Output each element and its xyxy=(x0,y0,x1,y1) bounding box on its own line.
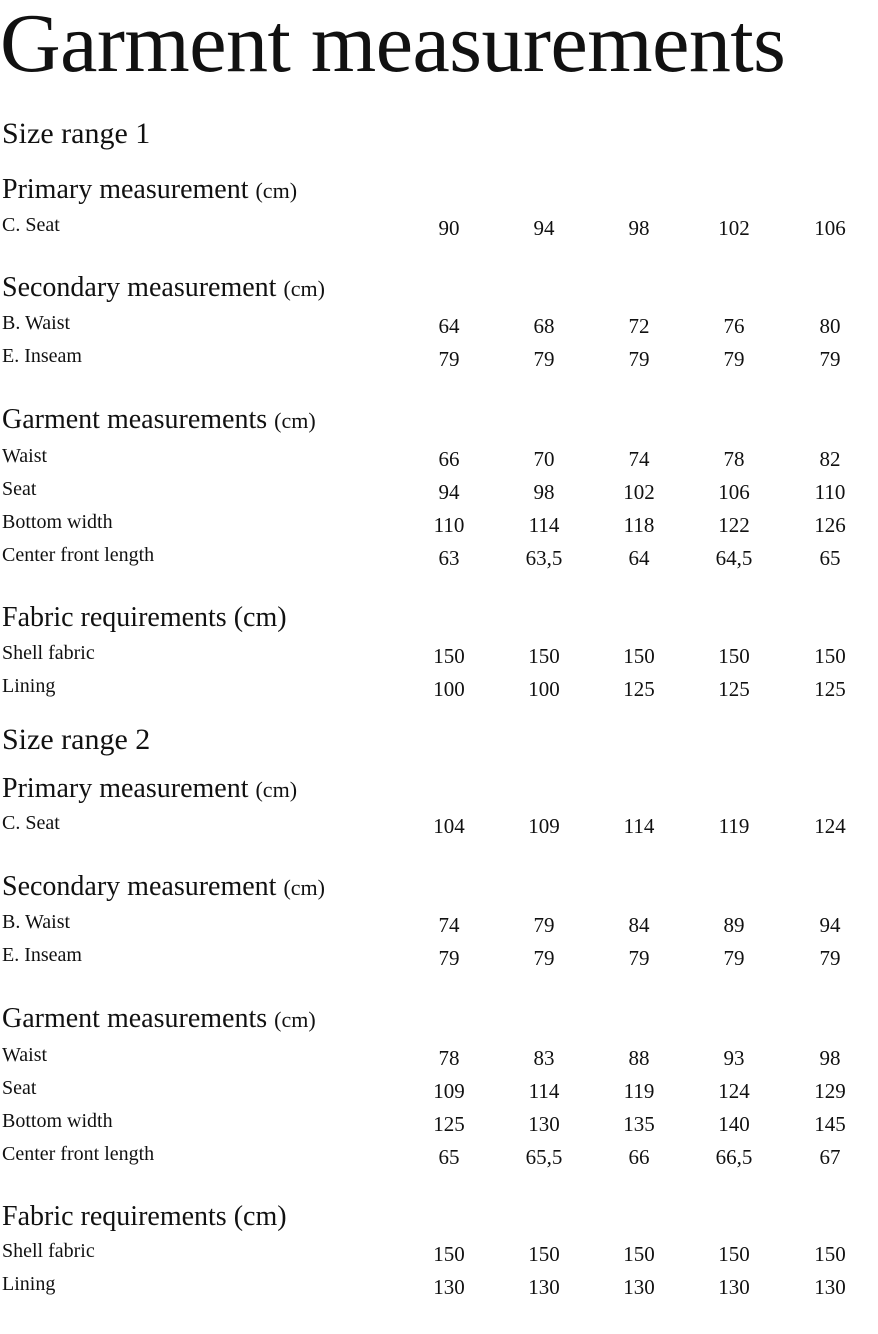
value-cell: 119 xyxy=(718,814,750,838)
table-row xyxy=(0,1108,878,1134)
value-cell: 63 xyxy=(438,546,460,570)
table-row xyxy=(0,909,878,935)
value-cell: 130 xyxy=(528,1112,560,1136)
table-row xyxy=(0,1271,878,1297)
value-cell: 150 xyxy=(718,644,750,668)
value-cell: 64 xyxy=(438,314,460,338)
value-cell: 114 xyxy=(528,1079,560,1103)
size-range-title: Size range 1 xyxy=(2,117,151,150)
value-cell: 100 xyxy=(433,677,465,701)
value-cell: 66 xyxy=(438,447,460,471)
value-cell: 80 xyxy=(819,314,841,338)
table-row xyxy=(0,810,878,836)
value-cell: 126 xyxy=(814,513,846,537)
value-cell: 68 xyxy=(533,314,555,338)
section-heading-secondary: Secondary measurement (cm) xyxy=(2,871,325,902)
row-label: Bottom width xyxy=(2,511,113,533)
table-row xyxy=(0,212,878,238)
value-cell: 78 xyxy=(723,447,745,471)
section-heading-garment: Garment measurements (cm) xyxy=(2,1003,316,1034)
value-cell: 72 xyxy=(628,314,650,338)
value-cell: 109 xyxy=(433,1079,465,1103)
value-cell: 150 xyxy=(718,1242,750,1266)
table-row xyxy=(0,509,878,535)
value-cell: 65 xyxy=(819,546,841,570)
table-row xyxy=(0,1075,878,1101)
value-cell: 106 xyxy=(814,216,846,240)
value-cell: 98 xyxy=(628,216,650,240)
section-heading-garment: Garment measurements (cm) xyxy=(2,404,316,435)
table-row xyxy=(0,343,878,369)
row-label: Seat xyxy=(2,1077,37,1099)
value-cell: 79 xyxy=(819,946,841,970)
table-row xyxy=(0,1042,878,1068)
value-cell: 90 xyxy=(438,216,460,240)
row-label: B. Waist xyxy=(2,312,71,334)
value-cell: 94 xyxy=(533,216,555,240)
value-cell: 130 xyxy=(433,1275,465,1299)
value-cell: 124 xyxy=(718,1079,750,1103)
value-cell: 130 xyxy=(718,1275,750,1299)
section-heading-fabric: Fabric requirements (cm) xyxy=(2,1201,287,1232)
table-row xyxy=(0,310,878,336)
value-cell: 79 xyxy=(628,946,650,970)
value-cell: 70 xyxy=(533,447,555,471)
value-cell: 130 xyxy=(814,1275,846,1299)
section-heading-primary: Primary measurement (cm) xyxy=(2,174,298,205)
value-cell: 82 xyxy=(819,447,841,471)
value-cell: 124 xyxy=(814,814,846,838)
value-cell: 150 xyxy=(433,644,465,668)
value-cell: 130 xyxy=(623,1275,655,1299)
value-cell: 66,5 xyxy=(715,1145,753,1169)
value-cell: 94 xyxy=(438,480,460,504)
value-cell: 140 xyxy=(718,1112,750,1136)
value-cell: 110 xyxy=(433,513,465,537)
row-label: Bottom width xyxy=(2,1110,113,1132)
value-cell: 64 xyxy=(628,546,650,570)
value-cell: 150 xyxy=(528,1242,560,1266)
row-label: Lining xyxy=(2,675,56,697)
value-cell: 150 xyxy=(623,644,655,668)
value-cell: 102 xyxy=(718,216,750,240)
value-cell: 78 xyxy=(438,1046,460,1070)
row-label: E. Inseam xyxy=(2,345,82,367)
value-cell: 64,5 xyxy=(715,546,753,570)
value-cell: 79 xyxy=(723,347,745,371)
value-cell: 150 xyxy=(814,644,846,668)
value-cell: 125 xyxy=(718,677,750,701)
table-row xyxy=(0,443,878,469)
table-row xyxy=(0,640,878,666)
value-cell: 79 xyxy=(438,946,460,970)
value-cell: 79 xyxy=(819,347,841,371)
unit-label: (cm) xyxy=(233,602,287,633)
value-cell: 125 xyxy=(814,677,846,701)
value-cell: 104 xyxy=(433,814,465,838)
value-cell: 110 xyxy=(814,480,846,504)
value-cell: 65 xyxy=(438,1145,460,1169)
value-cell: 150 xyxy=(528,644,560,668)
table-row xyxy=(0,476,878,502)
row-label: C. Seat xyxy=(2,214,60,236)
value-cell: 125 xyxy=(623,677,655,701)
table-row xyxy=(0,1141,878,1167)
table-row xyxy=(0,942,878,968)
value-cell: 150 xyxy=(814,1242,846,1266)
value-cell: 130 xyxy=(528,1275,560,1299)
value-cell: 114 xyxy=(623,814,655,838)
value-cell: 84 xyxy=(628,913,650,937)
section-heading-secondary: Secondary measurement (cm) xyxy=(2,272,325,303)
unit-label: (cm) xyxy=(255,777,298,802)
row-label: C. Seat xyxy=(2,812,60,834)
row-label: B. Waist xyxy=(2,911,71,933)
value-cell: 83 xyxy=(533,1046,555,1070)
value-cell: 76 xyxy=(723,314,745,338)
value-cell: 74 xyxy=(628,447,650,471)
unit-label: (cm) xyxy=(283,875,325,900)
value-cell: 118 xyxy=(623,513,655,537)
value-cell: 98 xyxy=(819,1046,841,1070)
value-cell: 98 xyxy=(533,480,555,504)
page-title: Garment measurements xyxy=(0,0,786,90)
value-cell: 145 xyxy=(814,1112,846,1136)
value-cell: 122 xyxy=(718,513,750,537)
section-heading-primary: Primary measurement (cm) xyxy=(2,773,298,804)
value-cell: 150 xyxy=(623,1242,655,1266)
value-cell: 74 xyxy=(438,913,460,937)
table-row xyxy=(0,542,878,568)
row-label: Waist xyxy=(2,1044,48,1066)
table-row xyxy=(0,673,878,699)
value-cell: 150 xyxy=(433,1242,465,1266)
value-cell: 135 xyxy=(623,1112,655,1136)
value-cell: 67 xyxy=(819,1145,841,1169)
unit-label: (cm) xyxy=(283,276,325,301)
row-label: Shell fabric xyxy=(2,642,95,664)
value-cell: 93 xyxy=(723,1046,745,1070)
row-label: Waist xyxy=(2,445,48,467)
value-cell: 63,5 xyxy=(525,546,563,570)
value-cell: 66 xyxy=(628,1145,650,1169)
value-cell: 88 xyxy=(628,1046,650,1070)
value-cell: 94 xyxy=(819,913,841,937)
row-label: Lining xyxy=(2,1273,56,1295)
value-cell: 79 xyxy=(628,347,650,371)
value-cell: 100 xyxy=(528,677,560,701)
value-cell: 125 xyxy=(433,1112,465,1136)
value-cell: 114 xyxy=(528,513,560,537)
value-cell: 109 xyxy=(528,814,560,838)
row-label: Center front length xyxy=(2,1143,155,1165)
value-cell: 79 xyxy=(723,946,745,970)
value-cell: 79 xyxy=(533,913,555,937)
value-cell: 102 xyxy=(623,480,655,504)
unit-label: (cm) xyxy=(233,1201,287,1232)
value-cell: 79 xyxy=(438,347,460,371)
value-cell: 79 xyxy=(533,347,555,371)
value-cell: 129 xyxy=(814,1079,846,1103)
value-cell: 79 xyxy=(533,946,555,970)
value-cell: 106 xyxy=(718,480,750,504)
unit-label: (cm) xyxy=(274,408,316,433)
row-label: Center front length xyxy=(2,544,155,566)
table-row xyxy=(0,1238,878,1264)
size-range-title: Size range 2 xyxy=(2,723,151,756)
value-cell: 89 xyxy=(723,913,745,937)
row-label: E. Inseam xyxy=(2,944,82,966)
value-cell: 119 xyxy=(623,1079,655,1103)
unit-label: (cm) xyxy=(255,178,298,203)
unit-label: (cm) xyxy=(274,1007,316,1032)
row-label: Shell fabric xyxy=(2,1240,95,1262)
row-label: Seat xyxy=(2,478,37,500)
value-cell: 65,5 xyxy=(525,1145,563,1169)
section-heading-fabric: Fabric requirements (cm) xyxy=(2,602,287,633)
